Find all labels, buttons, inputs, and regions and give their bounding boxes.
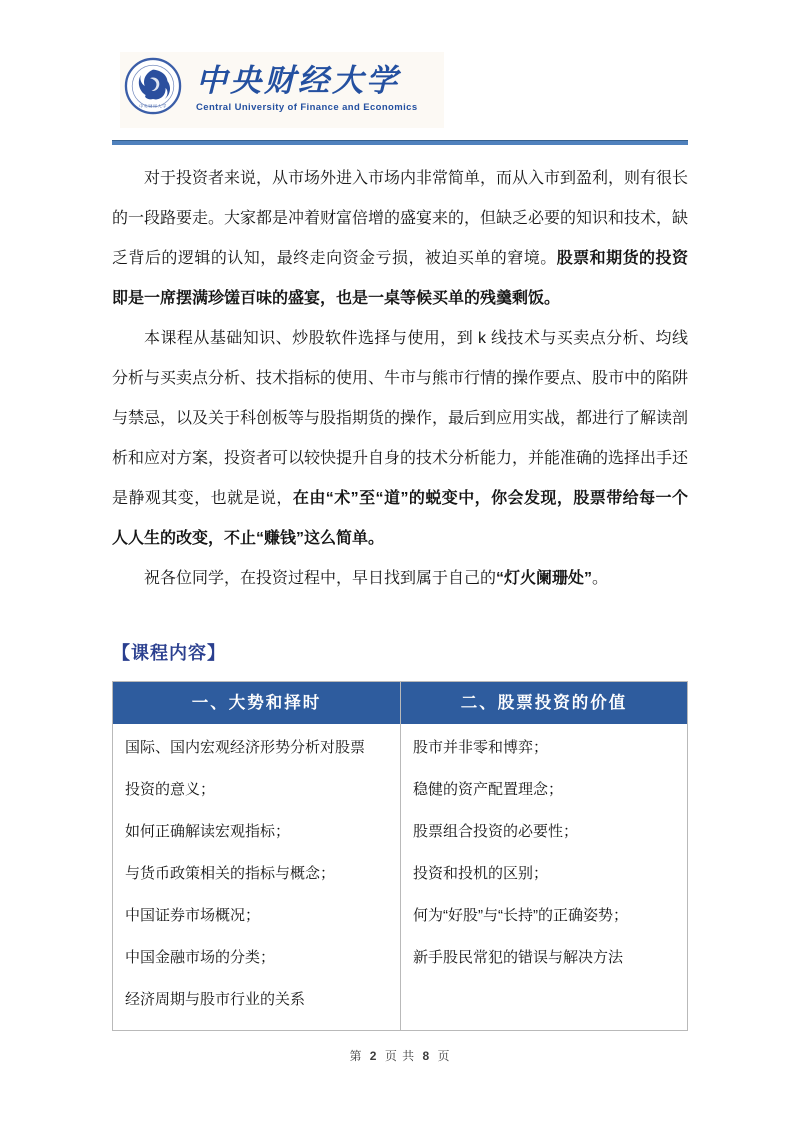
course-column-2-body [401,724,687,988]
course-item: 经济周期与股市行业的关系 [125,991,306,1008]
course-column-2-header: 二、股票投资的价值 [401,682,687,724]
course-item: 何为“好股”与“长持”的正确姿势； [413,907,628,924]
course-column-1-header: 一、大势和择时 [113,682,400,724]
intro-text [112,159,688,599]
university-name-group [196,64,418,112]
paragraph-3-bold: “灯火阑珊处” [496,570,593,587]
course-item: 新手股民常犯的错误与解决方法 [413,949,624,966]
course-item: 中国证券市场概况； [125,907,261,924]
course-item: 国际、国内宏观经济形势分析对股票 [125,739,366,756]
paragraph-1 [112,159,688,319]
footer-total-pages: 8 [422,1049,431,1063]
svg-text:中央财经大学: 中央财经大学 [139,103,167,109]
course-column-1-body [113,724,400,1030]
paragraph-3-tail: 。 [592,570,609,587]
paragraph-2 [112,319,688,559]
course-item: 投资和投机的区别； [413,865,549,882]
footer-prefix: 第 [349,1049,363,1063]
footer-page-number: 2 [369,1049,378,1063]
course-item: 中国金融市场的分类； [125,949,276,966]
course-item: 稳健的资产配置理念； [413,781,564,798]
course-item: 如何正确解读宏观指标； [125,823,291,840]
university-seal-icon [124,57,182,120]
header-divider [112,140,688,145]
course-table [112,681,688,1031]
footer-middle: 页 共 [384,1049,416,1063]
university-header [120,52,444,128]
paragraph-1-normal: 对于投资者来说，从市场外进入市场内非常简单，而从入市到盈利，则有很长的一段路要走。大家都是冲着财富倍增的盛宴来的，但缺乏必要的知识和技术，缺乏背后的逻辑的认知，最终走向资金亏损，被迫买单的窘境。 [112,170,689,267]
page-footer [112,1047,688,1064]
university-name-en: Central University of Finance and Economics [196,101,418,113]
section-heading-course-content: 【课程内容】 [112,643,226,663]
course-column-1 [113,682,400,1030]
paragraph-2-normal: 本课程从基础知识、炒股软件选择与使用，到 k 线技术与买卖点分析、均线分析与买卖点分析、技术指标的使用、牛市与熊市行情的操作要点、股市中的陷阱与禁忌，以及关于科创板等与股指期货的操作，最后到应用实战，都进行了解读剖析和应对方案，投资者可以较快提升自身的技术分析能力，并能准确的选择出手还是静观其变，也就是说， [112,330,689,507]
paragraph-1-bold: 股票和期货的投资即是一席摆满珍馐百味的盛宴，也是一桌等候买单的残羹剩饭。 [112,250,688,307]
paragraph-2-bold: 在由“术”至“道”的蜕变中，你会发现，股票带给每一个人人生的改变，不止“赚钱”这么简单。 [112,490,688,547]
course-item: 投资的意义； [125,781,216,798]
course-item: 股市并非零和博弈； [413,739,549,756]
university-name-cn: 中央财经大学 [196,63,400,99]
footer-suffix: 页 [437,1049,451,1063]
course-item: 股票组合投资的必要性； [413,823,579,840]
course-item: 与货币政策相关的指标与概念； [125,865,336,882]
course-column-2 [400,682,687,1030]
paragraph-3 [112,559,688,599]
paragraph-3-normal: 祝各位同学，在投资过程中，早日找到属于自己的 [144,570,497,587]
